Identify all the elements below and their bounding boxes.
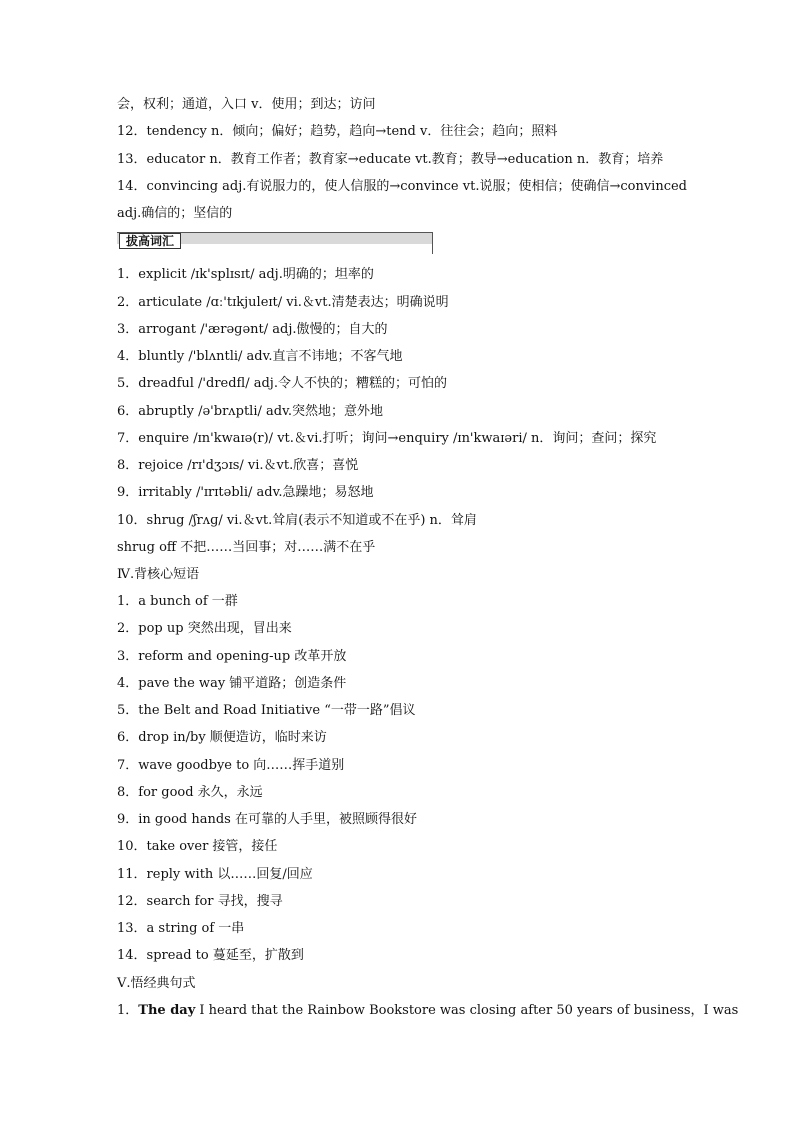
phrase-item: 5．the Belt and Road Initiative “一带一路”倡议 — [117, 703, 416, 718]
vocab-item: 9．irritably /'ɪrɪtəbli/ adv.急躁地；易怒地 — [117, 485, 374, 500]
vocab-item: 5．dreadful /'dredfl/ adj.令人不快的；糟糕的；可怕的 — [117, 376, 447, 391]
phrase-item: 2．pop up 突然出现，冒出来 — [117, 621, 292, 636]
phrase-item: 1．a bunch of 一群 — [117, 594, 238, 609]
phrase-item: 6．drop in/by 顺便造访，临时来访 — [117, 730, 327, 745]
vocab-item: 3．arrogant /'ærəɡənt/ adj.傲慢的；自大的 — [117, 322, 388, 337]
vocab-item: 7．enquire /ɪn'kwaɪə(r)/ vt.＆vi.打听；询问→enquiry /ɪn'kwaɪəri/ n．询问；查问；探究 — [117, 431, 657, 446]
text-line: 会，权利；通道，入口 v．使用；到达；访问 — [117, 97, 376, 112]
vocab-item: 1．explicit /ɪk'splɪsɪt/ adj.明确的；坦率的 — [117, 267, 374, 282]
phrase-item: 3．reform and opening-up 改革开放 — [117, 649, 347, 664]
phrase-item: 4．pave the way 铺平道路；创造条件 — [117, 676, 347, 691]
sentence-key-phrase: The day — [138, 1003, 196, 1018]
sentence-item — [117, 1003, 738, 1019]
vocab-item: 6．abruptly /ə'brʌptli/ adv.突然地；意外地 — [117, 404, 384, 419]
phrases-heading: Ⅳ.背核心短语 — [117, 567, 200, 582]
section-title: 拔高词汇 — [119, 233, 181, 249]
phrase-item: 13．a string of 一串 — [117, 921, 245, 936]
phrase-item: 12．search for 寻找，搜寻 — [117, 894, 283, 909]
vocab-item: 10．shrug /ʃrʌɡ/ vi.＆vt.耸肩(表示不知道或不在乎) n．耸肩 — [117, 513, 477, 528]
text-line: 12．tendency n．倾向；偏好；趋势，趋向→tend v．往往会；趋向；照料 — [117, 124, 558, 139]
sentence-text: I heard that the Rainbow Bookstore was closing after 50 years of business，I was — [195, 1003, 739, 1018]
phrase-item: 10．take over 接管，接任 — [117, 839, 278, 854]
phrase-item: 11．reply with 以……回复/回应 — [117, 867, 313, 882]
text-line: adj.确信的；坚信的 — [117, 206, 233, 221]
phrase-item: 7．wave goodbye to 向……挥手道别 — [117, 758, 345, 773]
sentences-heading: Ⅴ.悟经典句式 — [117, 976, 196, 991]
phrase-item: 8．for good 永久，永远 — [117, 785, 263, 800]
phrase-item: 14．spread to 蔓延至，扩散到 — [117, 948, 304, 963]
vocab-item: shrug off 不把……当回事；对……满不在乎 — [117, 540, 376, 555]
vocab-item: 8．rejoice /rɪ'dʒɔɪs/ vi.＆vt.欣喜；喜悦 — [117, 458, 359, 473]
section-header-bar — [117, 232, 433, 254]
text-line: 13．educator n．教育工作者；教育家→educate vt.教育；教导→education n．教育；培养 — [117, 152, 664, 167]
vocab-item: 4．bluntly /'blʌntli/ adv.直言不讳地；不客气地 — [117, 349, 403, 364]
text-line: 14．convincing adj.有说服力的，使人信服的→convince vt.说服；使相信；使确信→convinced — [117, 179, 687, 194]
vocab-item: 2．articulate /ɑː'tɪkjuleɪt/ vi.＆vt.清楚表达；明确说明 — [117, 295, 449, 310]
phrase-item: 9．in good hands 在可靠的人手里，被照顾得很好 — [117, 812, 417, 827]
sentence-number: 1． — [117, 1003, 139, 1018]
